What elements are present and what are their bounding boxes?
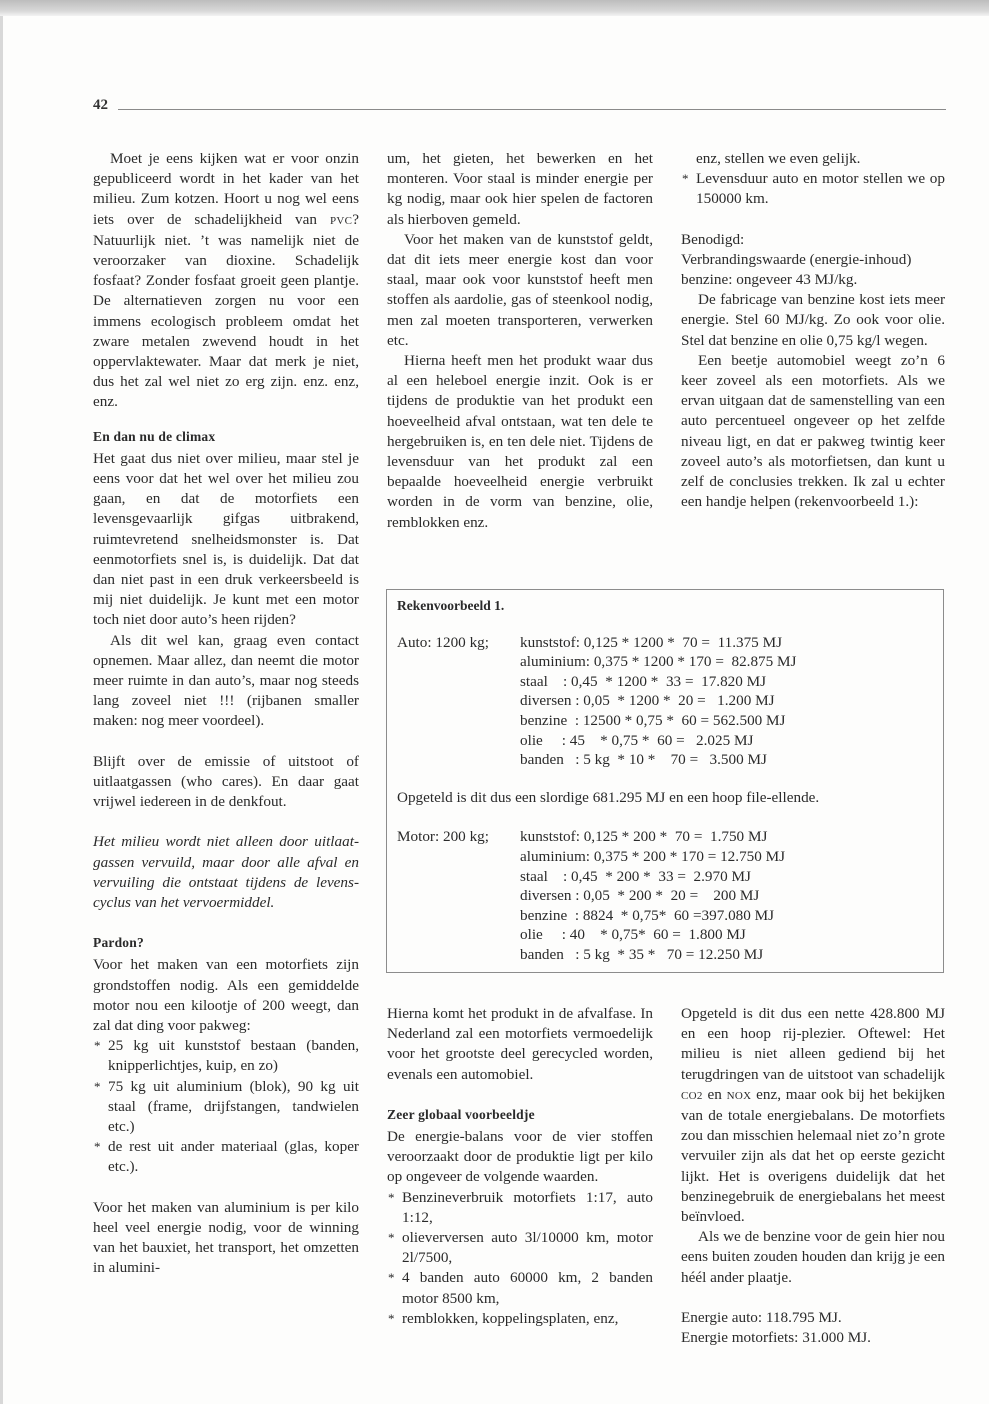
list-item: * 4 banden auto 60000 km, 2 banden motor 8500 km, — [387, 1268, 653, 1308]
heading-voorbeeldje: Zeer globaal voorbeeldje — [387, 1106, 535, 1122]
column-2-bottom — [387, 1004, 653, 1329]
calc-line: aluminium: 0,375 * 1200 * 170 = 82.875 MJ — [520, 653, 797, 671]
paragraph: enz, stellen we even gelijk. — [696, 150, 861, 167]
auto-calculation — [397, 633, 933, 770]
scan-top-edge — [0, 0, 989, 16]
scan-left-edge — [0, 16, 3, 1404]
consumption-list — [387, 1188, 653, 1329]
page-number: 42 — [93, 97, 108, 113]
paragraph: Opgeteld is dit dus een nette 428.800 MJ en een hoop rij-plezier. Oftewel: Het milieu is niet alleen gediend bij het terugdringen van de uitstoot van schadelijk CO2 en NOX enz, maar ook bij het bekijken van de totale energiebalans. De motorfiets zou dan misschien helemaal niet zo’n grote vervuiler zijn als dat het op eerste gezicht lijkt. Het is overigens duidelijk dat het benzinegebruik de energiebalans het meest beïnvloed. — [681, 1005, 945, 1226]
paragraph: Hierna komt het produkt in de afvalfase. In Nederland zal een motorfiets vermoedelijk voor het grootste deel gerecycled worden, evenals een automobiel. — [387, 1005, 653, 1083]
column-1 — [93, 149, 359, 1278]
list-item: * olieverversen auto 3l/10000 km, motor 2l/7500, — [387, 1228, 653, 1268]
abbr-nox: NOX — [726, 1089, 752, 1102]
intro-paragraph: Moet je eens kijken wat er voor onzin gepubliceerd wordt in het kader van het milieu. Zum kotzen. Hoort u nog wel eens iets over de schadelijkheid van PVC? Natuurlijk niet. ’t was namelijk niet de veroorzaker van dioxine. Schadelijk fosfaat? Zonder fosfaat groeit geen plantje. De alternatieven zorgen nu voor een immens ecologisch probleem omdat het zware metalen zwevend houdt in het oppervlaktewater. Maar dat merk je niet, dus het zal wel niet zo erg zijn. enz. enz, enz. — [93, 150, 360, 411]
paragraph: Verbrandingswaarde (energie-inhoud) benzine: ongeveer 43 MJ/kg. — [681, 250, 912, 289]
paragraph: Als dit wel kan, graag even contact opnemen. Maar allez, dan neemt die motor meer ruimte in dan auto’s, maar nog steeds lang zoveel niet !!! (rijbanen smaller maken: nog meer voordeel). — [93, 631, 359, 730]
calc-line: banden : 5 kg * 35 * 70 = 12.250 MJ — [520, 945, 764, 963]
assumption-list — [681, 169, 945, 209]
paragraph: Voor het maken van de kunststof geldt, dat dit iets meer energie kost dan voor staal, maar ook voor kunststof heeft men stoffen als aardolie, gas of steenkool nodig, men zal moeten transporteren, verwerken etc. — [387, 230, 653, 349]
materials-list — [93, 1036, 359, 1177]
motor-calculation — [397, 827, 933, 964]
calc-line: kunststof: 0,125 * 200 * 70 = 1.750 MJ — [520, 828, 768, 846]
column-3-bottom — [681, 1004, 945, 1348]
paragraph: De fabricage van benzine kost iets meer energie. Stel 60 MJ/kg. Zo ook voor olie. Stel dat benzine en olie 0,75 kg/l wegen. — [681, 291, 945, 349]
abbr-pvc: PVC — [329, 214, 353, 227]
list-item: * 25 kg uit kunststof bestaan (banden, knipperlichtjes, kuip, en zo) — [93, 1036, 359, 1076]
benodigd-label: Benodigd: — [681, 230, 745, 248]
paragraph: Een beetje automobiel weegt zo’n 6 keer zoveel als een motorfiets. Als we ervan uitgaan dat de samenstelling van een auto percentueel ongeveer op het zelfde niveau ligt, en dat er pakweg twintig keer zoveel auto’s als motorfietsen, dan kunt u zelf de conclusies trekken. Ik zal u echter een handje helpen (rekenvoorbeeld 1.): — [681, 351, 945, 511]
auto-total: Opgeteld is dit dus een slordige 681.295 MJ en een hoop file-ellende. — [397, 788, 820, 806]
calc-line: olie : 45 * 0,75 * 60 = 2.025 MJ — [520, 731, 754, 749]
heading-climax: En dan nu de climax — [93, 428, 216, 444]
list-item: * Benzineverbruik motorfiets 1:17, auto 1:12, — [387, 1188, 653, 1228]
header-rule — [118, 109, 946, 110]
paragraph: Voor het maken van een motorfiets zijn grondstoffen nodig. Als een gemiddelde motor nou een kilootje of 200 weegt, dan zal dat ding voor pakweg: — [93, 956, 359, 1034]
calc-line: staal : 0,45 * 200 * 33 = 2.970 MJ — [520, 867, 751, 885]
paragraph: De energie-balans voor de vier stoffen veroorzaakt door de produktie ligt per kilo op ongeveer de volgende waarden. — [387, 1128, 653, 1186]
calc-line: diversen : 0,05 * 200 * 20 = 200 MJ — [520, 887, 760, 905]
calc-line: banden : 5 kg * 10 * 70 = 3.500 MJ — [520, 751, 767, 769]
calc-line: kunststof: 0,125 * 1200 * 70 = 11.375 MJ — [520, 633, 782, 651]
motor-label: Motor: 200 kg; — [397, 828, 489, 846]
paragraph: Blijft over de emissie of uitstoot of uitlaatgassen (who cares). En daar gaat vrijwel iedereen in de denkfout. — [93, 752, 359, 811]
list-item: * Levensduur auto en motor stellen we op 150000 km. — [681, 169, 945, 209]
auto-label: Auto: 1200 kg; — [397, 633, 489, 651]
italic-callout: Het milieu wordt niet alleen door uitlaatgassen vervuild, maar door alle afval en vervuiling die ontstaat tijdens de levenscyclus van het vervoermiddel. — [93, 833, 359, 911]
list-item: * 75 kg uit aluminium (blok), 90 kg uit staal (frame, drijfstangen, tandwielen etc.) — [93, 1077, 359, 1138]
energie-auto: Energie auto: 118.795 MJ. — [681, 1308, 842, 1326]
energie-motorfiets: Energie motorfiets: 31.000 MJ. — [681, 1329, 871, 1347]
calc-line: staal : 0,45 * 1200 * 33 = 17.820 MJ — [520, 672, 767, 690]
list-item: * de rest uit ander materiaal (glas, koper etc.). — [93, 1137, 359, 1177]
list-item: * remblokken, koppelingsplaten, enz, — [387, 1309, 653, 1329]
paragraph: Hierna heeft men het produkt waar dus al een heleboel energie inzit. Ook is er tijdens de produktie van het produkt een hoeveelheid afval ontstaan, wat ten dele te hergebruiken is, en ten dele niet. Tijdens de levensduur van het produkt zal een bepaalde hoeveelheid energie verbruikt worden in de vorm van benzine, olie, remblokken enz. — [387, 352, 653, 531]
calc-line: benzine : 12500 * 0,75 * 60 = 562.500 MJ — [520, 711, 786, 729]
rekenvoorbeeld-box — [386, 589, 944, 973]
calc-line: benzine : 8824 * 0,75* 60 =397.080 MJ — [520, 906, 775, 924]
box-title: Rekenvoorbeeld 1. — [397, 598, 505, 613]
paragraph: um, het gieten, het bewerken en het monteren. Voor staal is minder energie per kg nodig, maar ook hier spelen de factoren als hierboven gemeld. — [387, 150, 653, 228]
column-3-top — [681, 149, 945, 512]
paragraph: Het gaat dus niet over milieu, maar stel je eens voor dat het wel over het milieu zou gaan, en dat de motorfiets een levensgevaarlijk gifgas uitbrakend, ruimtevretend snelheidsmonster is. Dat eenmotorfiets snel is, is duidelijk. Dat dat dan niet past in een druk verkeersbeeld is mij niet duidelijk. Je kunt met een motor toch niet door auto’s heen rijden? — [93, 449, 359, 629]
paragraph: Als we de benzine voor de gein hier nou eens buiten zouden houden dan krijg je een héél ander plaatje. — [681, 1228, 945, 1286]
abbr-co2: CO2 — [681, 1089, 703, 1102]
calc-line: aluminium: 0,375 * 200 * 170 = 12.750 MJ — [520, 847, 786, 865]
paragraph: Voor het maken van aluminium is per kilo heel veel energie nodig, voor de winning van het bauxiet, het transport, het omzetten in alumini- — [93, 1198, 359, 1277]
heading-pardon: Pardon? — [93, 935, 144, 951]
column-2-top — [387, 149, 653, 533]
calc-line: olie : 40 * 0,75* 60 = 1.800 MJ — [520, 926, 746, 944]
calc-line: diversen : 0,05 * 1200 * 20 = 1.200 MJ — [520, 692, 775, 710]
